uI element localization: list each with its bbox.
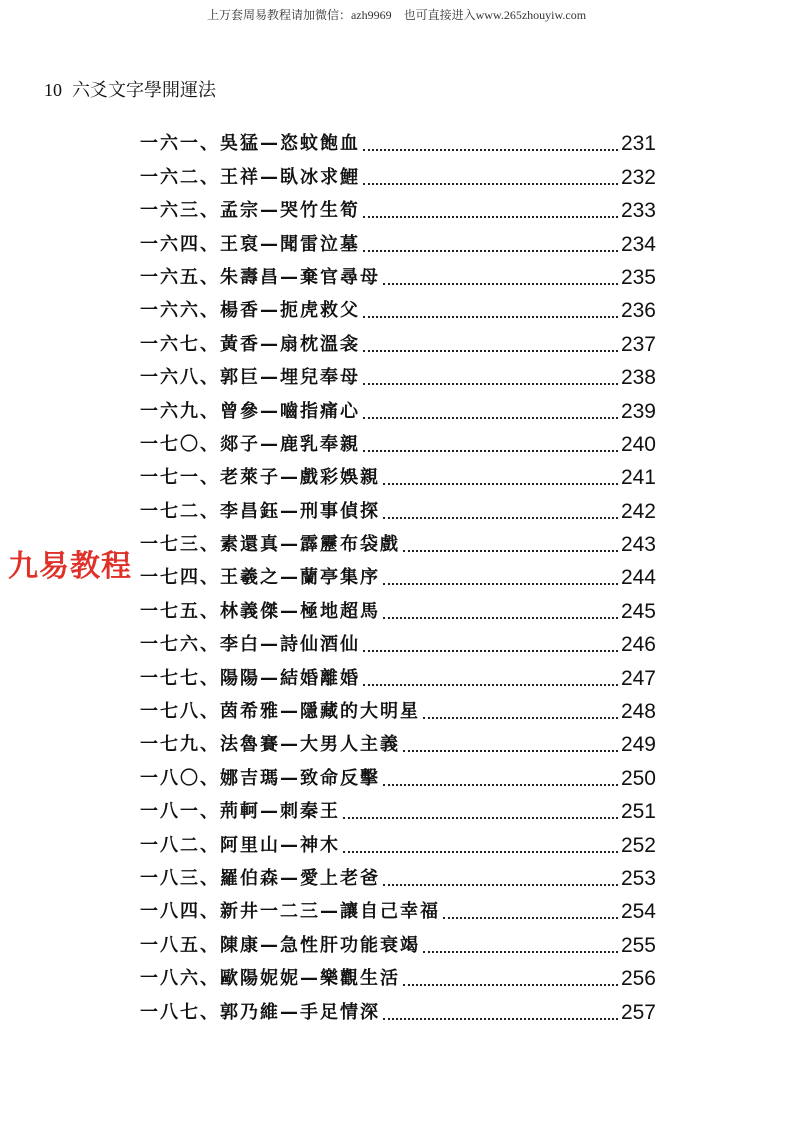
toc-dot-leader xyxy=(363,349,618,352)
toc-entry xyxy=(140,996,656,1029)
toc-entry-title: 一七三、素還真—霹靂布袋戲 xyxy=(140,534,400,556)
toc-entry-page: 251 xyxy=(620,800,656,824)
toc-entry-title: 一六七、黃香—扇枕溫衾 xyxy=(140,333,360,355)
toc-entry xyxy=(140,362,656,395)
toc-entry-page: 241 xyxy=(620,466,656,490)
toc-dot-leader xyxy=(363,315,618,318)
toc-entry-page: 246 xyxy=(620,633,656,657)
toc-entry-page: 253 xyxy=(620,866,656,890)
watermark-logo: 九易教程 xyxy=(8,549,132,584)
toc-entry-title: 一八四、新井一二三—讓自己幸福 xyxy=(140,901,440,923)
toc-entry-title: 一八六、歐陽妮妮—樂觀生活 xyxy=(140,968,400,990)
toc-dot-leader xyxy=(363,382,618,385)
toc-entry-page: 242 xyxy=(620,499,656,523)
toc-entry-page: 245 xyxy=(620,599,656,623)
toc-entry-title: 一六六、楊香—扼虎救父 xyxy=(140,300,360,322)
toc-entry xyxy=(140,262,656,295)
toc-dot-leader xyxy=(383,616,618,619)
toc-entry-page: 254 xyxy=(620,900,656,924)
toc-dot-leader xyxy=(443,916,618,919)
toc-entry-title: 一六八、郭巨—埋兒奉母 xyxy=(140,367,360,389)
toc-entry xyxy=(140,929,656,962)
toc-entry-title: 一六三、孟宗—哭竹生筍 xyxy=(140,200,360,222)
toc-entry-page: 247 xyxy=(620,666,656,690)
toc-entry xyxy=(140,529,656,562)
toc-dot-leader xyxy=(403,749,618,752)
toc-entry-title: 一七〇、郯子—鹿乳奉親 xyxy=(140,433,360,455)
page-header xyxy=(44,76,216,102)
toc-dot-leader xyxy=(383,482,618,485)
toc-dot-leader xyxy=(343,816,618,819)
toc-entry-page: 256 xyxy=(620,967,656,991)
toc-entry xyxy=(140,462,656,495)
toc-entry xyxy=(140,963,656,996)
toc-dot-leader xyxy=(363,416,618,419)
toc-entry xyxy=(140,796,656,829)
page-number: 10 xyxy=(44,80,62,100)
toc-entry xyxy=(140,762,656,795)
toc-entry-title: 一七九、法魯賽—大男人主義 xyxy=(140,734,400,756)
toc-entry xyxy=(140,195,656,228)
toc-dot-leader xyxy=(363,449,618,452)
toc-entry-title: 一七七、陽陽—結婚離婚 xyxy=(140,667,360,689)
toc-entry-page: 234 xyxy=(620,232,656,256)
toc-entry-page: 236 xyxy=(620,299,656,323)
toc-entry xyxy=(140,662,656,695)
toc-entry-page: 248 xyxy=(620,700,656,724)
toc-entry xyxy=(140,128,656,161)
toc-dot-leader xyxy=(383,282,618,285)
toc-entry-page: 233 xyxy=(620,199,656,223)
toc-entry xyxy=(140,295,656,328)
toc-dot-leader xyxy=(363,148,618,151)
toc-entry-title: 一八〇、娜吉瑪—致命反擊 xyxy=(140,767,380,789)
toc-entry-title: 一八一、荊軻—刺秦王 xyxy=(140,801,340,823)
toc-entry-page: 232 xyxy=(620,165,656,189)
toc-entry xyxy=(140,228,656,261)
toc-entry xyxy=(140,829,656,862)
toc-entry-title: 一八五、陳康—急性肝功能衰竭 xyxy=(140,934,420,956)
toc-entry xyxy=(140,495,656,528)
toc-entry xyxy=(140,328,656,361)
toc-entry xyxy=(140,161,656,194)
toc-entry xyxy=(140,896,656,929)
toc-dot-leader xyxy=(383,516,618,519)
toc-dot-leader xyxy=(343,850,618,853)
toc-entry-page: 255 xyxy=(620,933,656,957)
toc-dot-leader xyxy=(363,249,618,252)
toc-entry-title: 一七六、李白—詩仙酒仙 xyxy=(140,634,360,656)
toc-entry-page: 235 xyxy=(620,265,656,289)
toc-entry-page: 240 xyxy=(620,432,656,456)
toc-dot-leader xyxy=(383,582,618,585)
toc-entry xyxy=(140,863,656,896)
toc-entry-page: 239 xyxy=(620,399,656,423)
table-of-contents xyxy=(140,128,656,1030)
toc-entry-page: 237 xyxy=(620,332,656,356)
toc-entry xyxy=(140,395,656,428)
toc-entry-page: 244 xyxy=(620,566,656,590)
top-banner: 上万套周易教程请加微信：azh9969 也可直接进入www.265zhouyiw.com xyxy=(206,8,587,22)
toc-dot-leader xyxy=(423,716,618,719)
toc-entry xyxy=(140,562,656,595)
toc-dot-leader xyxy=(403,549,618,552)
toc-entry-page: 249 xyxy=(620,733,656,757)
toc-entry-title: 一七四、王羲之—蘭亭集序 xyxy=(140,567,380,589)
toc-dot-leader xyxy=(383,783,618,786)
toc-dot-leader xyxy=(383,1017,618,1020)
toc-dot-leader xyxy=(383,883,618,886)
toc-entry-page: 250 xyxy=(620,766,656,790)
toc-entry-title: 一七二、李昌鈺—刑事偵探 xyxy=(140,500,380,522)
book-title: 六爻文字學開運法 xyxy=(72,80,216,100)
toc-dot-leader xyxy=(363,649,618,652)
toc-dot-leader xyxy=(363,182,618,185)
toc-entry-title: 一七八、茵希雅—隱藏的大明星 xyxy=(140,701,420,723)
toc-entry-title: 一八二、阿里山—神木 xyxy=(140,834,340,856)
toc-entry xyxy=(140,629,656,662)
toc-entry-page: 252 xyxy=(620,833,656,857)
toc-entry-title: 一六一、吳猛—恣蚊飽血 xyxy=(140,133,360,155)
toc-entry-title: 一六二、王祥—臥冰求鯉 xyxy=(140,166,360,188)
toc-entry xyxy=(140,696,656,729)
toc-entry-page: 238 xyxy=(620,366,656,390)
toc-entry-title: 一六五、朱壽昌—棄官尋母 xyxy=(140,266,380,288)
toc-entry-page: 231 xyxy=(620,132,656,156)
toc-dot-leader xyxy=(403,983,618,986)
toc-entry-title: 一七五、林義傑—極地超馬 xyxy=(140,600,380,622)
toc-dot-leader xyxy=(363,215,618,218)
toc-entry-title: 一八七、郭乃維—手足情深 xyxy=(140,1001,380,1023)
toc-entry-title: 一七一、老萊子—戲彩娛親 xyxy=(140,467,380,489)
toc-entry-page: 243 xyxy=(620,533,656,557)
toc-entry xyxy=(140,595,656,628)
toc-entry-title: 一八三、羅伯森—愛上老爸 xyxy=(140,867,380,889)
toc-dot-leader xyxy=(363,683,618,686)
toc-dot-leader xyxy=(423,950,618,953)
toc-entry xyxy=(140,729,656,762)
toc-entry-page: 257 xyxy=(620,1000,656,1024)
toc-entry-title: 一六四、王裒—聞雷泣墓 xyxy=(140,233,360,255)
toc-entry-title: 一六九、曾參—嚙指痛心 xyxy=(140,400,360,422)
toc-entry xyxy=(140,429,656,462)
